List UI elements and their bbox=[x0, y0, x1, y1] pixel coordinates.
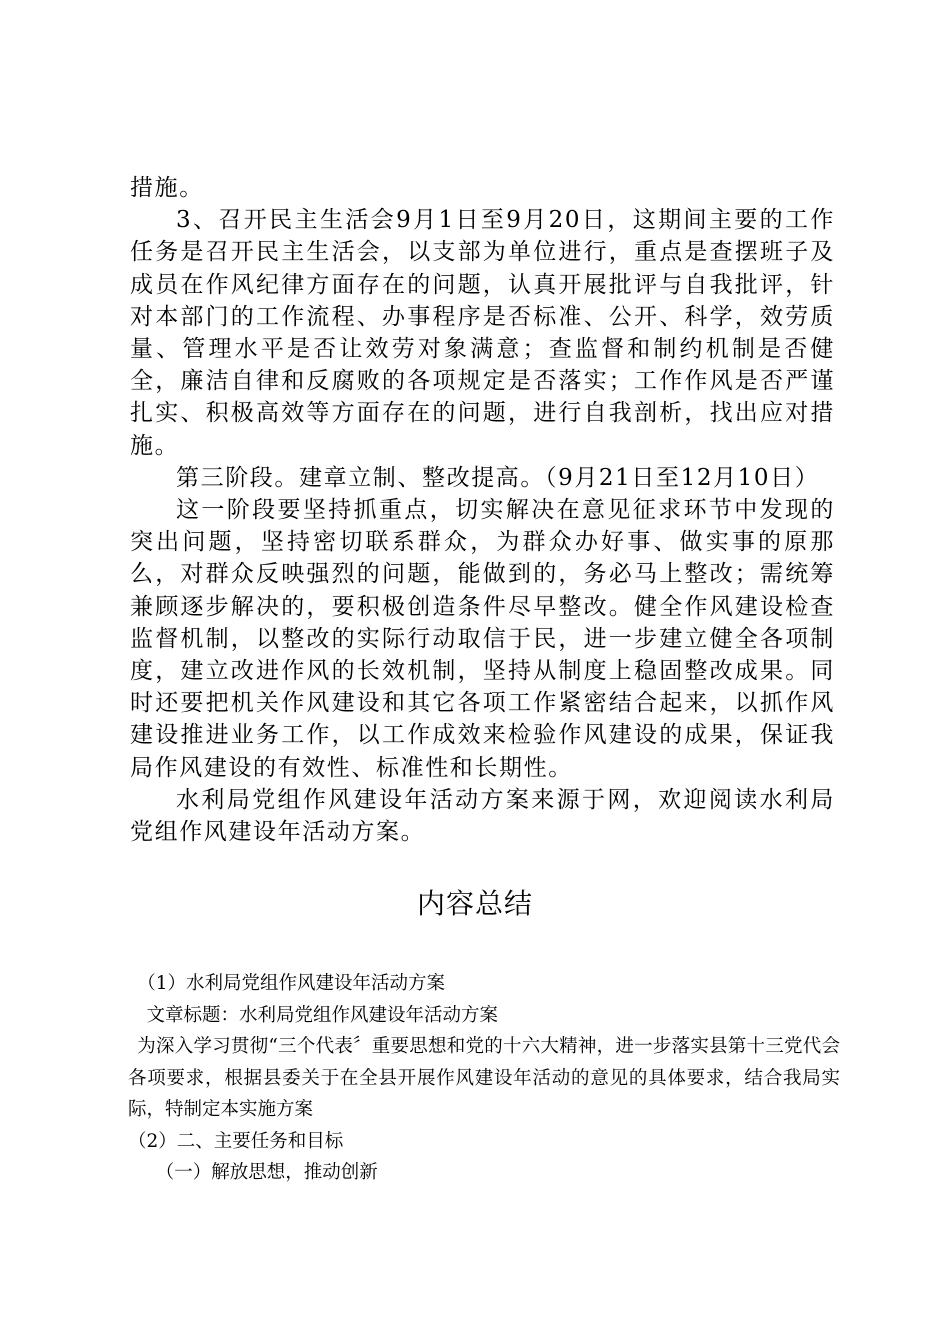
summary-article-title: 文章标题：水利局党组作风建设年活动方案 bbox=[146, 1004, 499, 1026]
paragraph-source-note: 水利局党组作风建设年活动方案来源于网，欢迎阅读水利局党组作风建设年活动方案。 bbox=[130, 786, 835, 846]
paragraph-democratic-meeting: 3、召开民主生活会9月1日至9月20日，这期间主要的工作任务是召开民主生活会，以支部为单位进行，重点是查摆班子及成员在作风纪律方面存在的问题，认真开展批评与自我批评，针对本部门的工作流程、办事程序是否标准、公开、科学，效劳质量、管理水平是否让效劳对象满意；查监督和制约机制是否健全，廉洁自律和反腐败的各项规定是否落实；工作作风是否严谨扎实、积极高效等方面存在的问题，进行自我剖析，找出应对措施。 bbox=[130, 207, 835, 459]
summary-section bbox=[128, 968, 840, 1189]
summary-title: 内容总结 bbox=[416, 887, 533, 920]
paragraph-phase-three-heading: 第三阶段。建章立制、整改提高。（9月21日至12月10日） bbox=[176, 464, 820, 491]
summary-item-2: （2）二、主要任务和目标 bbox=[128, 1130, 344, 1152]
summary-intro-paragraph: 为深入学习贯彻“三个代表〞重要思想和党的十六大精神，进一步落实县第十三党代会各项要求，根据县委关于在全县开展作风建设年活动的意见的具体要求，结合我局实际，特制定本实施方案 bbox=[128, 1036, 840, 1120]
summary-item-1: （1）水利局党组作风建设年活动方案 bbox=[137, 973, 446, 994]
summary-subitem: （一）解放思想，推动创新 bbox=[155, 1162, 378, 1183]
paragraph-measures-end: 措施。 bbox=[130, 175, 204, 201]
paragraph-phase-three-content: 这一阶段要坚持抓重点，切实解决在意见征求环节中发现的突出问题，坚持密切联系群众，为群众办好事、做实事的原那么，对群众反映强烈的问题，能做到的，务必马上整改；需统筹兼顾逐步解决的，要积极创造条件尽早整改。健全作风建设检查监督机制，以整改的实际行动取信于民，进一步建立健全各项制度，建立改进作风的长效机制，坚持从制度上稳固整改成果。同时还要把机关作风建设和其它各项工作紧密结合起来，以抓作风建设推进业务工作，以工作成效来检验作风建设的成果，保证我局作风建设的有效性、标准性和长期性。 bbox=[130, 497, 835, 781]
document-body bbox=[130, 172, 835, 848]
